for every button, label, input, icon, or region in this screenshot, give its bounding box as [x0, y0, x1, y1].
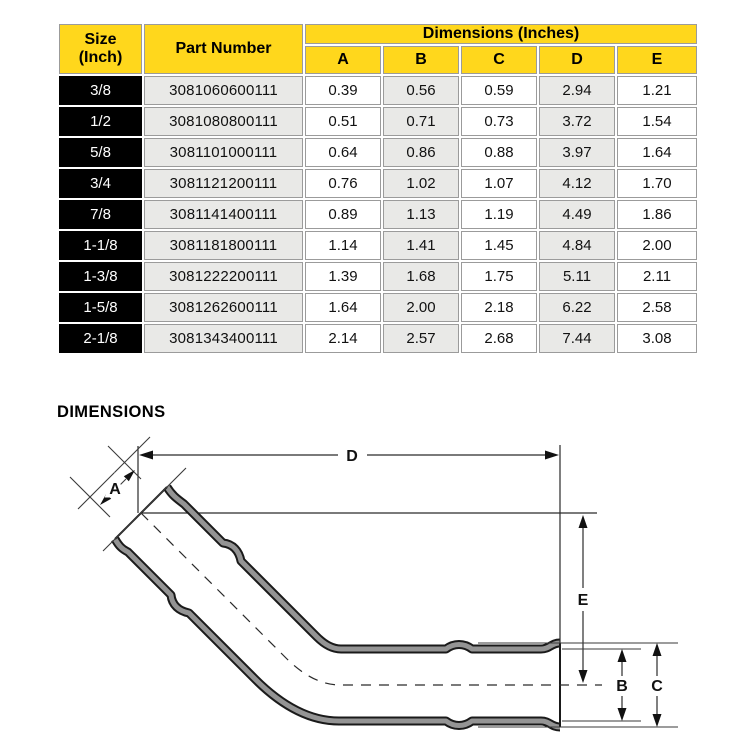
table-row [59, 76, 697, 105]
dim-d-cell: 3.97 [539, 138, 615, 167]
dim-c-cell: 0.59 [461, 76, 537, 105]
a-reference-line-outer [78, 437, 150, 509]
header-part-number: Part Number [144, 24, 303, 74]
size-cell: 7/8 [59, 200, 142, 229]
e-arrow-up-icon [579, 515, 588, 528]
dim-c-cell: 0.88 [461, 138, 537, 167]
size-cell: 1-3/8 [59, 262, 142, 291]
dim-e-cell: 3.08 [617, 324, 697, 353]
dim-b-cell: 0.86 [383, 138, 459, 167]
part-number-cell: 3081343400111 [144, 324, 303, 353]
dim-c-cell: 2.68 [461, 324, 537, 353]
dim-b-cell: 2.00 [383, 293, 459, 322]
table-row [59, 231, 697, 260]
table-row [59, 262, 697, 291]
part-number-cell: 3081121200111 [144, 169, 303, 198]
header-col-d: D [539, 46, 615, 74]
table-row [59, 107, 697, 136]
dim-c-cell: 1.75 [461, 262, 537, 291]
size-cell: 5/8 [59, 138, 142, 167]
dim-c-cell: 2.18 [461, 293, 537, 322]
dim-a-cell: 1.64 [305, 293, 381, 322]
header-size-line2: (Inch) [78, 49, 123, 66]
size-cell: 2-1/8 [59, 324, 142, 353]
dim-e-cell: 1.64 [617, 138, 697, 167]
table-row [59, 324, 697, 353]
dim-b-cell: 0.71 [383, 107, 459, 136]
header-col-e: E [617, 46, 697, 74]
table-header [59, 24, 697, 74]
dimension-spec-table [57, 22, 699, 355]
dim-c-cell: 0.73 [461, 107, 537, 136]
dim-label-d: D [346, 448, 358, 465]
c-arrow-up-icon [653, 643, 662, 656]
part-number-cell: 3081060600111 [144, 76, 303, 105]
dim-label-c: C [651, 678, 663, 695]
dim-e-cell: 2.58 [617, 293, 697, 322]
dim-label-a: A [109, 481, 121, 498]
b-arrow-up-icon [618, 649, 627, 662]
header-col-a: A [305, 46, 381, 74]
dim-b-cell: 1.41 [383, 231, 459, 260]
part-number-cell: 3081080800111 [144, 107, 303, 136]
table-row [59, 138, 697, 167]
dim-b-cell: 1.68 [383, 262, 459, 291]
dim-d-cell: 3.72 [539, 107, 615, 136]
dim-d-cell: 6.22 [539, 293, 615, 322]
table-row [59, 200, 697, 229]
dim-a-cell: 0.89 [305, 200, 381, 229]
dim-c-cell: 1.07 [461, 169, 537, 198]
dim-d-cell: 5.11 [539, 262, 615, 291]
part-number-cell: 3081141400111 [144, 200, 303, 229]
dim-d-cell: 4.12 [539, 169, 615, 198]
part-number-cell: 3081222200111 [144, 262, 303, 291]
dim-e-cell: 1.70 [617, 169, 697, 198]
dim-a-cell: 0.76 [305, 169, 381, 198]
dim-b-cell: 1.13 [383, 200, 459, 229]
dim-a-cell: 0.51 [305, 107, 381, 136]
dim-label-b: B [616, 678, 628, 695]
dim-a-cell: 2.14 [305, 324, 381, 353]
size-cell: 1-1/8 [59, 231, 142, 260]
d-arrow-left-icon [139, 451, 153, 460]
dim-a-cell: 1.14 [305, 231, 381, 260]
dim-b-cell: 1.02 [383, 169, 459, 198]
dim-e-cell: 2.00 [617, 231, 697, 260]
dim-d-cell: 7.44 [539, 324, 615, 353]
dim-d-cell: 2.94 [539, 76, 615, 105]
dim-e-cell: 2.11 [617, 262, 697, 291]
dim-a-cell: 0.64 [305, 138, 381, 167]
size-cell: 1-5/8 [59, 293, 142, 322]
c-arrow-down-icon [653, 714, 662, 727]
header-col-b: B [383, 46, 459, 74]
dim-c-cell: 1.19 [461, 200, 537, 229]
e-arrow-down-icon [579, 670, 588, 683]
section-title: DIMENSIONS [57, 403, 166, 421]
header-col-c: C [461, 46, 537, 74]
tube-dimension-diagram [0, 390, 749, 749]
dim-b-cell: 0.56 [383, 76, 459, 105]
size-cell: 1/2 [59, 107, 142, 136]
table-row [59, 169, 697, 198]
header-size [59, 24, 142, 74]
dim-c-cell: 1.45 [461, 231, 537, 260]
dim-e-cell: 1.21 [617, 76, 697, 105]
part-number-cell: 3081262600111 [144, 293, 303, 322]
dim-e-cell: 1.86 [617, 200, 697, 229]
b-arrow-down-icon [618, 708, 627, 721]
dim-a-cell: 0.39 [305, 76, 381, 105]
header-size-line1: Size [84, 30, 117, 48]
dim-d-cell: 4.84 [539, 231, 615, 260]
table-body [59, 76, 697, 353]
header-dimensions: Dimensions (Inches) [305, 24, 697, 44]
dim-b-cell: 2.57 [383, 324, 459, 353]
dim-d-cell: 4.49 [539, 200, 615, 229]
size-cell: 3/4 [59, 169, 142, 198]
part-number-cell: 3081101000111 [144, 138, 303, 167]
size-cell: 3/8 [59, 76, 142, 105]
dim-a-cell: 1.39 [305, 262, 381, 291]
table-row [59, 293, 697, 322]
d-arrow-right-icon [545, 451, 559, 460]
part-number-cell: 3081181800111 [144, 231, 303, 260]
dim-e-cell: 1.54 [617, 107, 697, 136]
dim-label-e: E [577, 592, 589, 609]
